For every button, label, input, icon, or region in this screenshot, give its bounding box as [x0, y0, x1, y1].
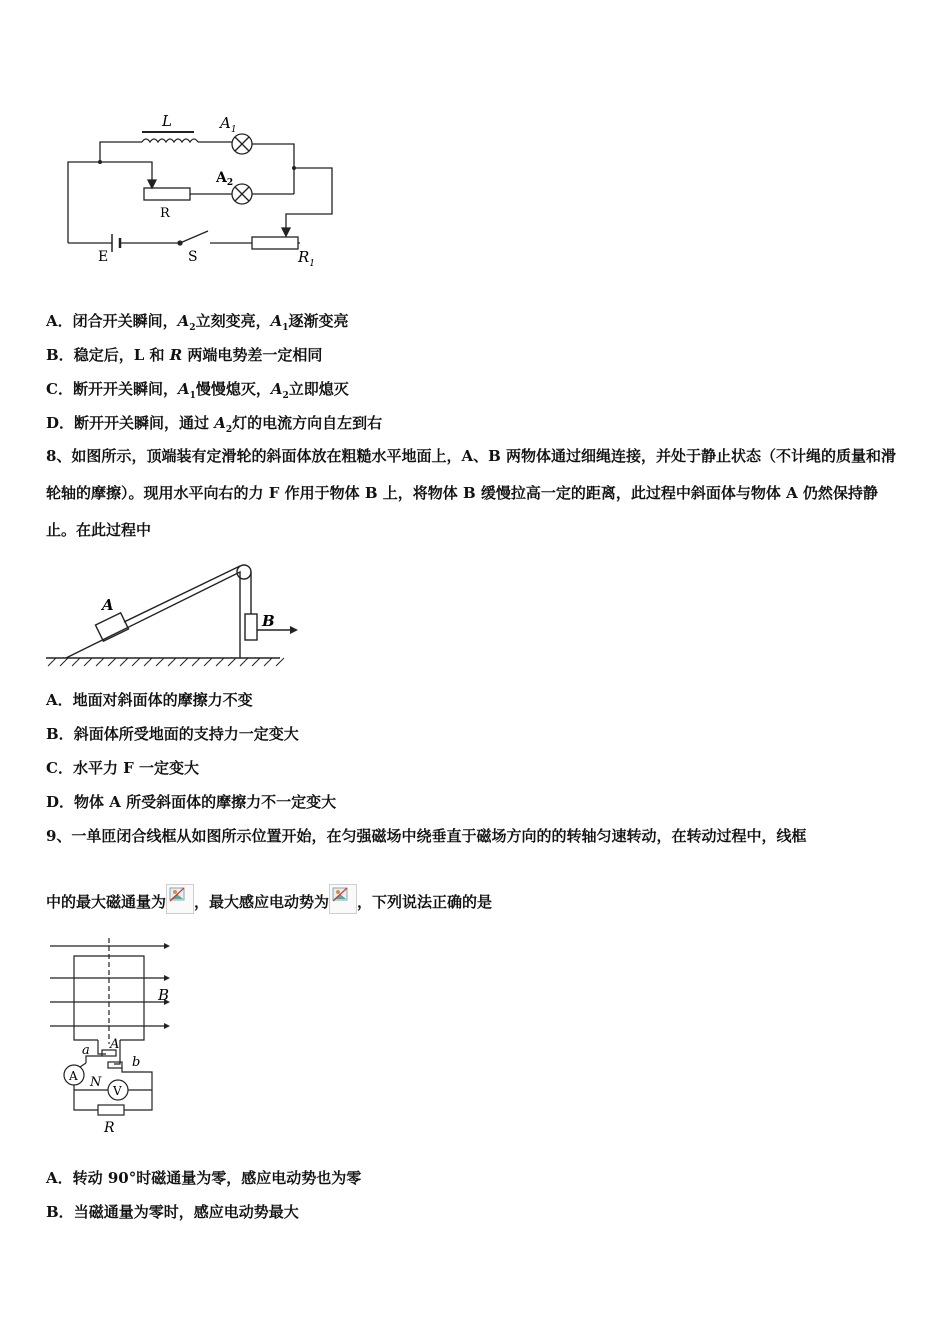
q9-label-voltmeter: V [113, 1084, 122, 1098]
q9-option-a: A．转动 90°时磁通量为零，感应电动势也为零 [46, 1169, 362, 1187]
q8-incline [66, 572, 240, 658]
q7-label-r: R [160, 206, 170, 221]
q8-block-a [95, 613, 128, 641]
q9-resistor [98, 1105, 124, 1115]
q7-label-r1: $R_1$ [298, 248, 316, 269]
q9-stem-line1: 9、一单匝闭合线框从如图所示位置开始，在匀强磁场中绕垂直于磁场方向的的转轴匀速转动，在转动过程中，线框 [46, 827, 807, 845]
q9-loop-figure [46, 938, 176, 1138]
q9-label-n: N [90, 1075, 102, 1090]
q7-option-a: A．闭合开关瞬间，$A_2$立刻变亮，$A_1$逐渐变亮 [46, 312, 349, 333]
q9-label-b-lower: b [132, 1055, 141, 1070]
q8-option-a: A．地面对斜面体的摩擦力不变 [46, 691, 253, 709]
q8-block-b [245, 614, 257, 640]
q7-label-l: L [162, 112, 172, 130]
q8-rope-incline [124, 566, 240, 622]
q7-option-d: D．断开开关瞬间，通过 $A_2$灯的电流方向自左到右 [46, 414, 383, 435]
q7-switch-blade [180, 231, 208, 243]
q7-rheostat-r1 [252, 237, 298, 249]
q7-option-c: C．断开开关瞬间，$A_1$慢慢熄灭，$A_2$立即熄灭 [46, 380, 349, 401]
broken-image-icon [329, 884, 357, 914]
q7-resistor-r [144, 188, 190, 200]
q8-label-b: B [262, 612, 275, 630]
q7-circuit-svg [60, 110, 350, 275]
q9-label-a-upper: A [110, 1037, 120, 1052]
q9-label-ammeter: A [69, 1069, 78, 1083]
q9-stem-line2: 中的最大磁通量为 ，最大感应电动势为 ，下列说法正确的是 [46, 884, 492, 916]
q8-incline-figure [44, 558, 300, 670]
q8-option-b: B．斜面体所受地面的支持力一定变大 [46, 725, 299, 743]
q9-label-b-field: B [158, 986, 170, 1004]
q9-option-b: B．当磁通量为零时，感应电动势最大 [46, 1203, 299, 1221]
q7-circuit-figure [60, 110, 350, 275]
q7-option-b: B．稳定后，L 和 R 两端电势差一定相同 [46, 346, 323, 364]
q9-label-r: R [104, 1120, 115, 1136]
q7-label-a1: $A_1$ [220, 114, 237, 135]
q9-label-a-lower: a [82, 1043, 90, 1058]
broken-image-icon [166, 884, 194, 914]
q9-loop-svg [46, 938, 176, 1138]
q7-wire-left [68, 142, 142, 243]
q8-label-a: A [102, 596, 114, 614]
q8-option-c: C．水平力 F 一定变大 [46, 759, 200, 777]
q7-label-s: S [188, 249, 198, 265]
q8-option-d: D．物体 A 所受斜面体的摩擦力不一定变大 [46, 793, 337, 811]
q8-stem: 8、如图所示，顶端装有定滑轮的斜面体放在粗糙水平地面上，A、B 两物体通过细绳连接，并处于静止状态（不计绳的质量和滑轮轴的摩擦）。现用水平向右的力 F 作用于物体 B 上，将物体 B 缓慢拉高一定的距离，此过程中斜面体与物体 A 仍然保持静止。在此过程中 [46, 447, 896, 539]
q7-wire-right [286, 168, 332, 228]
q7-label-a2: $A_2$ [216, 170, 234, 188]
q7-label-e: E [98, 249, 109, 265]
q7-inductor [142, 139, 198, 142]
q8-incline-svg [44, 558, 300, 670]
